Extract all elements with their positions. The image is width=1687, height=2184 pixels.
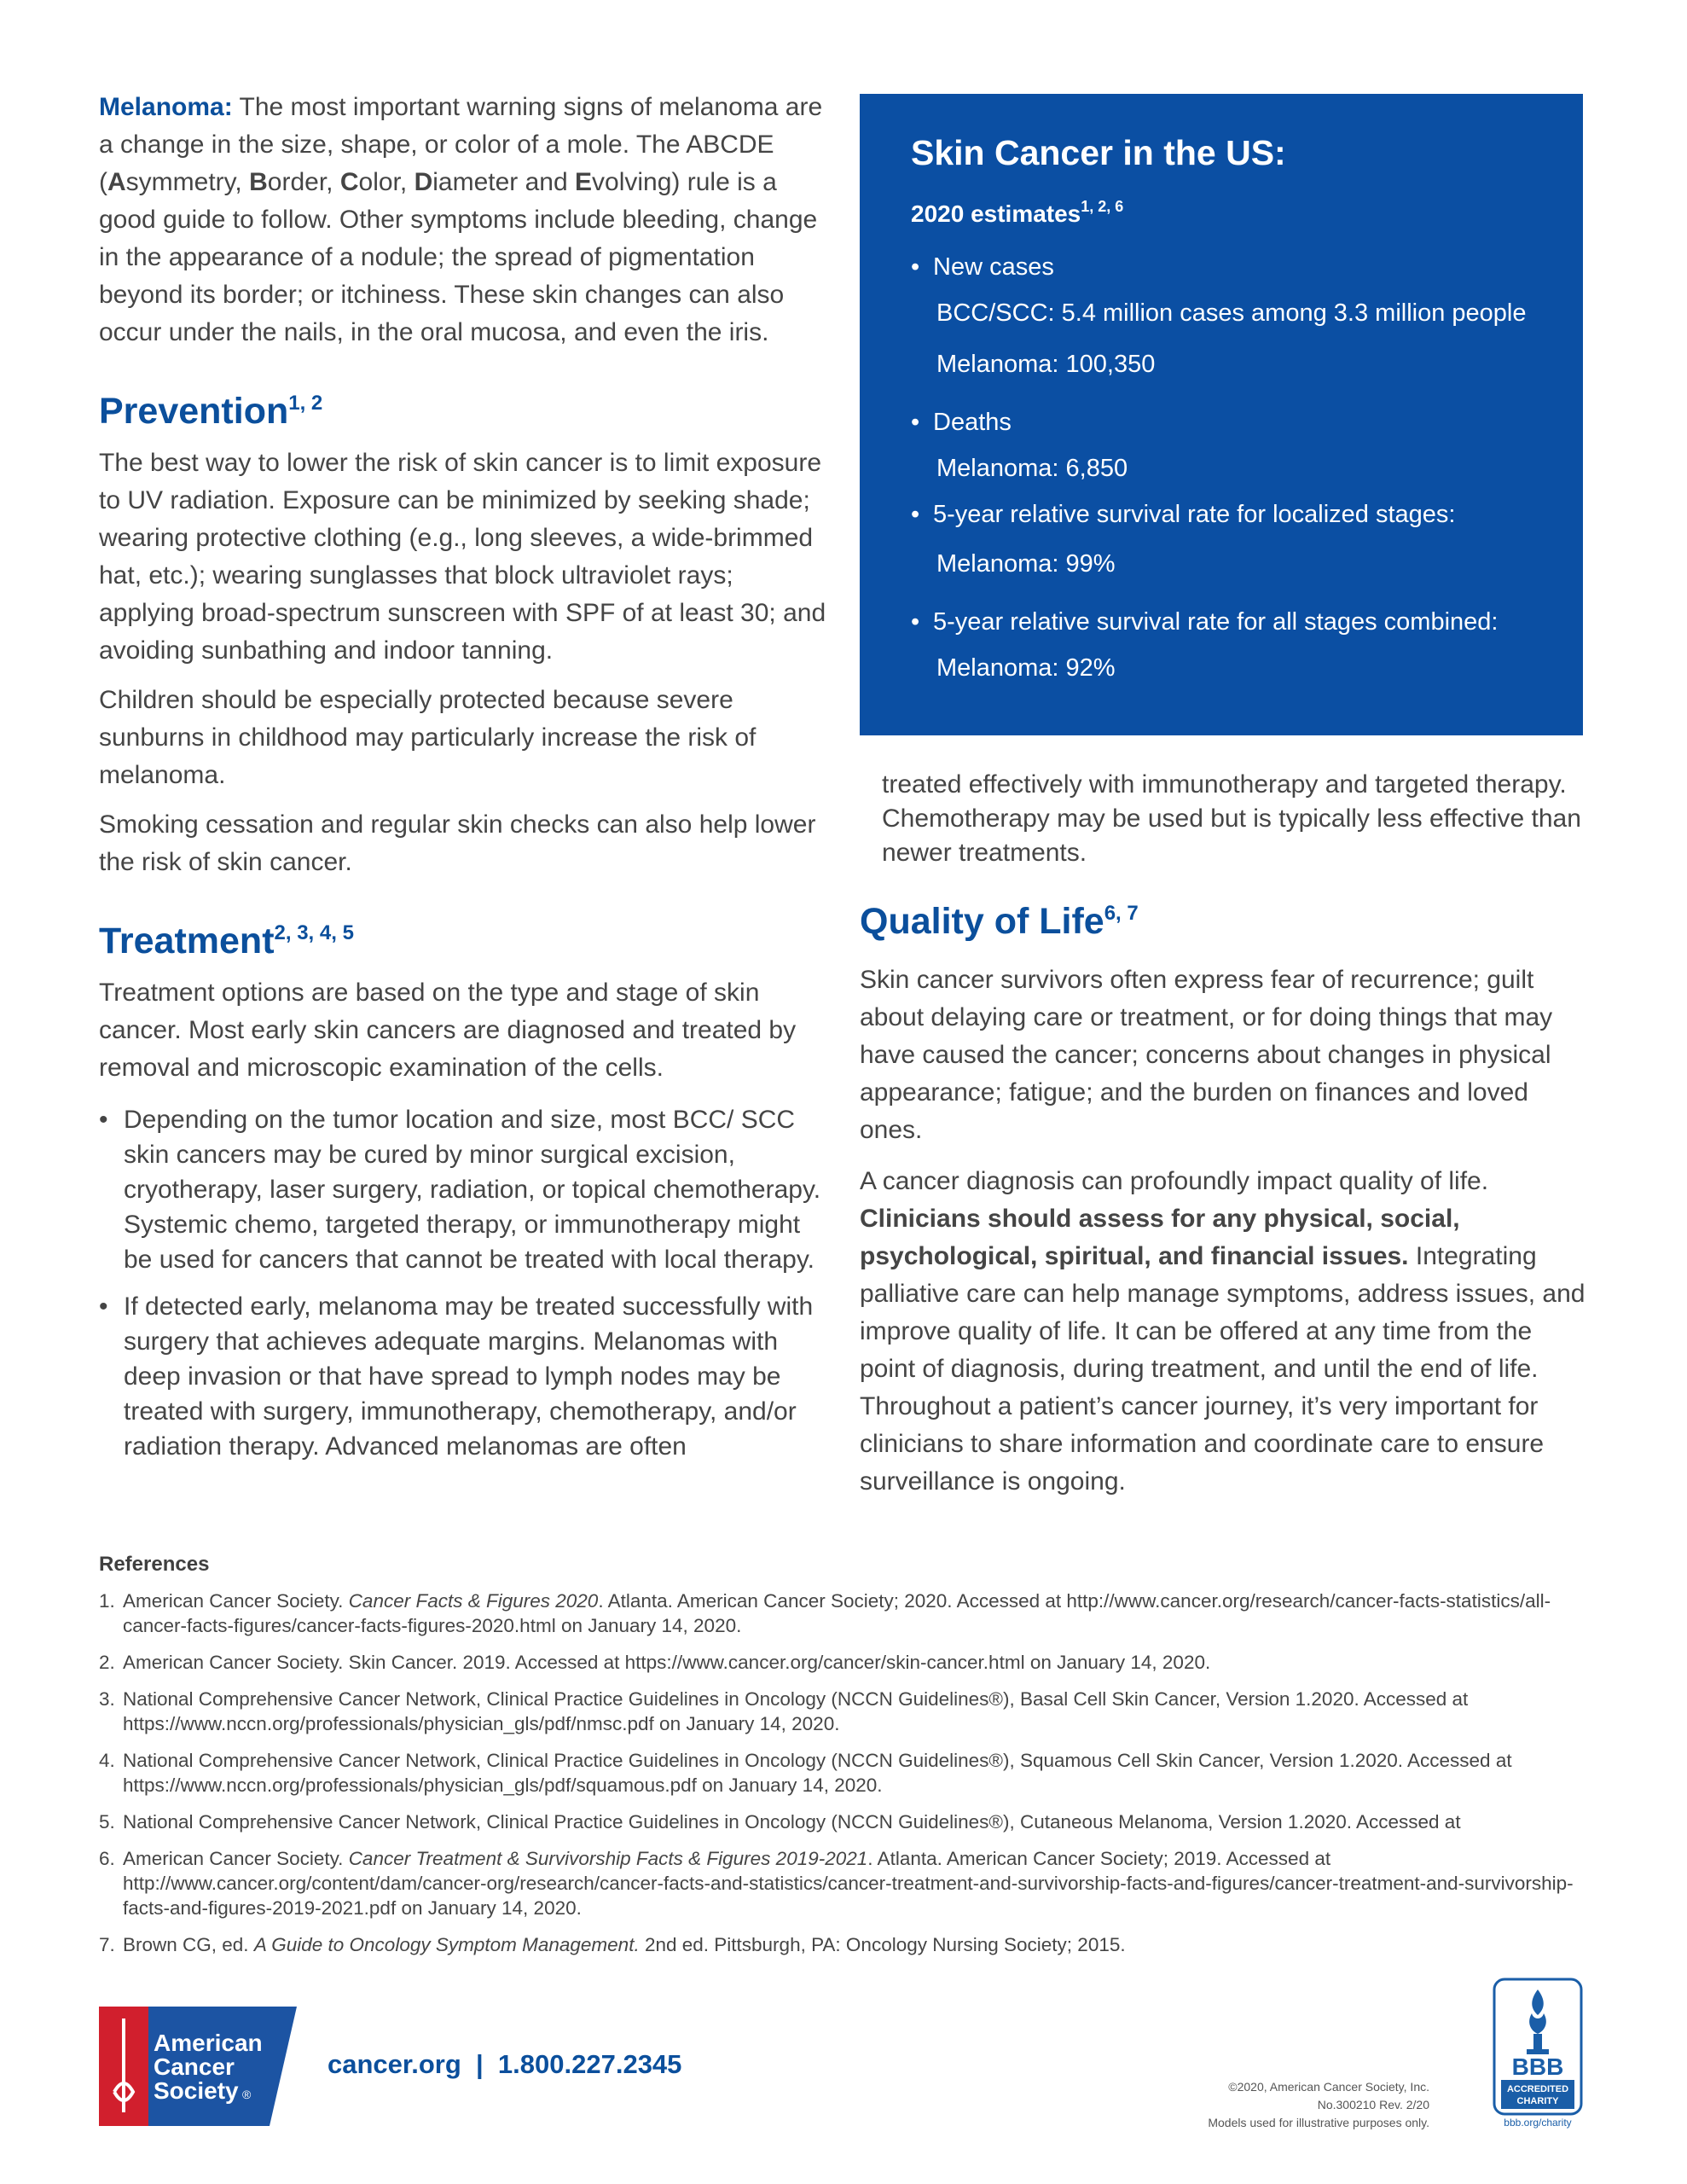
references-section xyxy=(99,1553,1591,1957)
reference-item: 1. American Cancer Society. Cancer Facts & Figures 2020. Atlanta. American Cancer Society; 2020. Accessed at http://www.cancer.org/research/cancer-facts-statistics/all-cancer-facts-figures/cancer-facts-figures-2020.html on January 14, 2020. xyxy=(99,1590,1551,1636)
svg-text:®: ® xyxy=(242,2088,252,2101)
left-column xyxy=(99,89,829,1464)
treatment-bullet-bcc: • Depending on the tumor location and size, most BCC/ SCC skin cancers may be cured by minor surgical excision, cryotherapy, laser surgery, radiation, or topical chemotherapy. Systemic chemo, targeted therapy, or immunotherapy might be used for cancers that cannot be treated with local therapy. xyxy=(99,1102,829,1277)
disclaimer-text: Models used for illustrative purposes only. xyxy=(1208,2116,1429,2129)
reference-item: 6. American Cancer Society. Cancer Treatment & Survivorship Facts & Figures 2019-2021. Atlanta. American Cancer Society; 2019. Accessed at http://www.cancer.org/content/dam/cancer-org/research/cancer-facts-and-statistics/cancer-treatment-and-survivorship-facts-and-figures/cancer-treatment-and-survivorship-facts-and-figures-2019-2021.pdf on January 14, 2020. xyxy=(99,1848,1574,1919)
svg-text:ACCREDITED: ACCREDITED xyxy=(1506,2084,1569,2094)
stats-melanoma-cases: Melanoma: 100,350 xyxy=(936,351,1156,378)
treatment-continued: treated effectively with immunotherapy and targeted therapy. Chemotherapy may be used but is typically less effective than newer treatments. xyxy=(882,770,1581,867)
catalog-number: No.300210 Rev. 2/20 xyxy=(1317,2098,1429,2111)
stats-deaths: • Deaths xyxy=(911,405,1549,439)
svg-text:CHARITY: CHARITY xyxy=(1516,2096,1559,2106)
reference-item: 5. National Comprehensive Cancer Network, Clinical Practice Guidelines in Oncology (NCCN Guidelines®), Cutaneous Melanoma, Version 1.2020. Accessed at xyxy=(99,1811,1461,1833)
stats-bcc-scc-cases: BCC/SCC: 5.4 million cases among 3.3 million people xyxy=(936,299,1527,327)
reference-item: 4. National Comprehensive Cancer Network, Clinical Practice Guidelines in Oncology (NCCN Guidelines®), Squamous Cell Skin Cancer, Version 1.2020. Accessed at https://www.nccn.org/professionals/physician_gls/pdf/squamous.pdf on January 14, 2020. xyxy=(99,1750,1512,1796)
quality-of-life-heading: Quality of Life$^{6, 7}$ xyxy=(860,901,1139,942)
references-heading: References xyxy=(99,1553,210,1576)
stats-title: Skin Cancer in the US: xyxy=(911,133,1286,172)
american-cancer-society-logo xyxy=(99,2007,297,2126)
stats-survival-all: • 5-year relative survival rate for all stages combined: xyxy=(911,605,1549,639)
prevention-heading: Prevention$^{1, 2}$ xyxy=(99,391,323,432)
svg-text:Cancer: Cancer xyxy=(154,2053,235,2080)
treatment-bullet-melanoma: • If detected early, melanoma may be treated successfully with surgery that achieves adequate margins. Melanomas with deep invasion or that have spread to lymph nodes may be treated with surgery, immunotherapy, chemotherapy, and/or radiation therapy. Advanced melanomas are often xyxy=(99,1289,829,1464)
prevention-paragraph-3: Smoking cessation and regular skin checks can also help lower the risk of skin cancer. xyxy=(99,810,816,876)
stats-new-cases: • New cases xyxy=(911,250,1549,284)
stats-melanoma-deaths: Melanoma: 6,850 xyxy=(936,455,1128,482)
stats-subtitle: 2020 estimates$^{1, 2, 6}$ xyxy=(911,198,1124,227)
svg-text:American: American xyxy=(154,2030,263,2056)
treatment-intro: Treatment options are based on the type and stage of skin cancer. Most early skin cancers are diagnosed and treated by removal and microscopic examination of the cells. xyxy=(99,979,797,1082)
stats-survival-local: • 5-year relative survival rate for localized stages: xyxy=(911,497,1549,531)
bbb-accredited-charity-seal xyxy=(1493,1978,1583,2129)
melanoma-paragraph: Melanoma: The most important warning signs of melanoma are a change in the size, shape, or color of a mole. The ABCDE (Asymmetry, Border, Color, Diameter and Evolving) rule is a good guide to follow. Other symptoms include bleeding, change in the appearance of a nodule; the spread of pigmentation beyond its border; or itchiness. These skin changes can also occur under the nails, in the oral mucosa, and even the iris. xyxy=(99,93,823,346)
treatment-list xyxy=(99,1102,829,1464)
stats-survival-all-value: Melanoma: 92% xyxy=(936,654,1116,682)
copyright-block xyxy=(1208,2078,1429,2132)
svg-text:Society: Society xyxy=(154,2077,239,2104)
copyright-text: ©2020, American Cancer Society, Inc. xyxy=(1228,2080,1429,2094)
quality-paragraph-2: A cancer diagnosis can profoundly impact quality of life. Clinicians should assess for any physical, social, psychological, spiritual, and financial issues. Integrating palliative care can help manage symptoms, address issues, and improve quality of life. It can be offered at any time from the point of diagnosis, during treatment, and until the end of life. Throughout a patient’s cancer journey, it’s very important for clinicians to share information and coordinate care to ensure surveillance is ongoing. xyxy=(860,1167,1586,1496)
melanoma-label: Melanoma: xyxy=(99,93,233,121)
quality-paragraph-1: Skin cancer survivors often express fear of recurrence; guilt about delaying care or treatment, or for doing things that may have caused the cancer; concerns about changes in physical appearance; fatigue; and the burden on finances and loved ones. xyxy=(860,966,1553,1144)
svg-text:BBB: BBB xyxy=(1511,2053,1564,2080)
reference-item: 3. National Comprehensive Cancer Network, Clinical Practice Guidelines in Oncology (NCCN Guidelines®), Basal Cell Skin Cancer, Version 1.2020. Accessed at https://www.nccn.org/professionals/physician_gls/pdf/nmsc.pdf on January 14, 2020. xyxy=(99,1688,1469,1734)
contact-info: cancer.org | 1.800.227.2345 xyxy=(328,2049,682,2079)
treatment-heading: Treatment$^{2, 3, 4, 5}$ xyxy=(99,921,354,961)
stats-survival-local-value: Melanoma: 99% xyxy=(936,550,1116,578)
references-list xyxy=(99,1589,1591,1957)
prevention-paragraph-2: Children should be especially protected because severe sunburns in childhood may particularly increase the risk of melanoma. xyxy=(99,686,757,789)
prevention-paragraph-1: The best way to lower the risk of skin cancer is to limit exposure to UV radiation. Exposure can be minimized by seeking shade; wearing protective clothing (e.g., long sleeves, a wide-brimmed hat, etc.); wearing sunglasses that block ultraviolet rays; applying broad-spectrum sunscreen with SPF of at least 30; and avoiding sunbathing and indoor tanning. xyxy=(99,449,826,665)
svg-text:bbb.org/charity: bbb.org/charity xyxy=(1504,2117,1572,2129)
reference-item: 2. American Cancer Society. Skin Cancer. 2019. Accessed at https://www.cancer.org/cancer/skin-cancer.html on January 14, 2020. xyxy=(99,1652,1211,1673)
reference-item: 7. Brown CG, ed. A Guide to Oncology Symptom Management. 2nd ed. Pittsburgh, PA: Oncology Nursing Society; 2015. xyxy=(99,1934,1126,1955)
right-column xyxy=(860,768,1590,1501)
skin-cancer-stats-box xyxy=(860,94,1583,735)
